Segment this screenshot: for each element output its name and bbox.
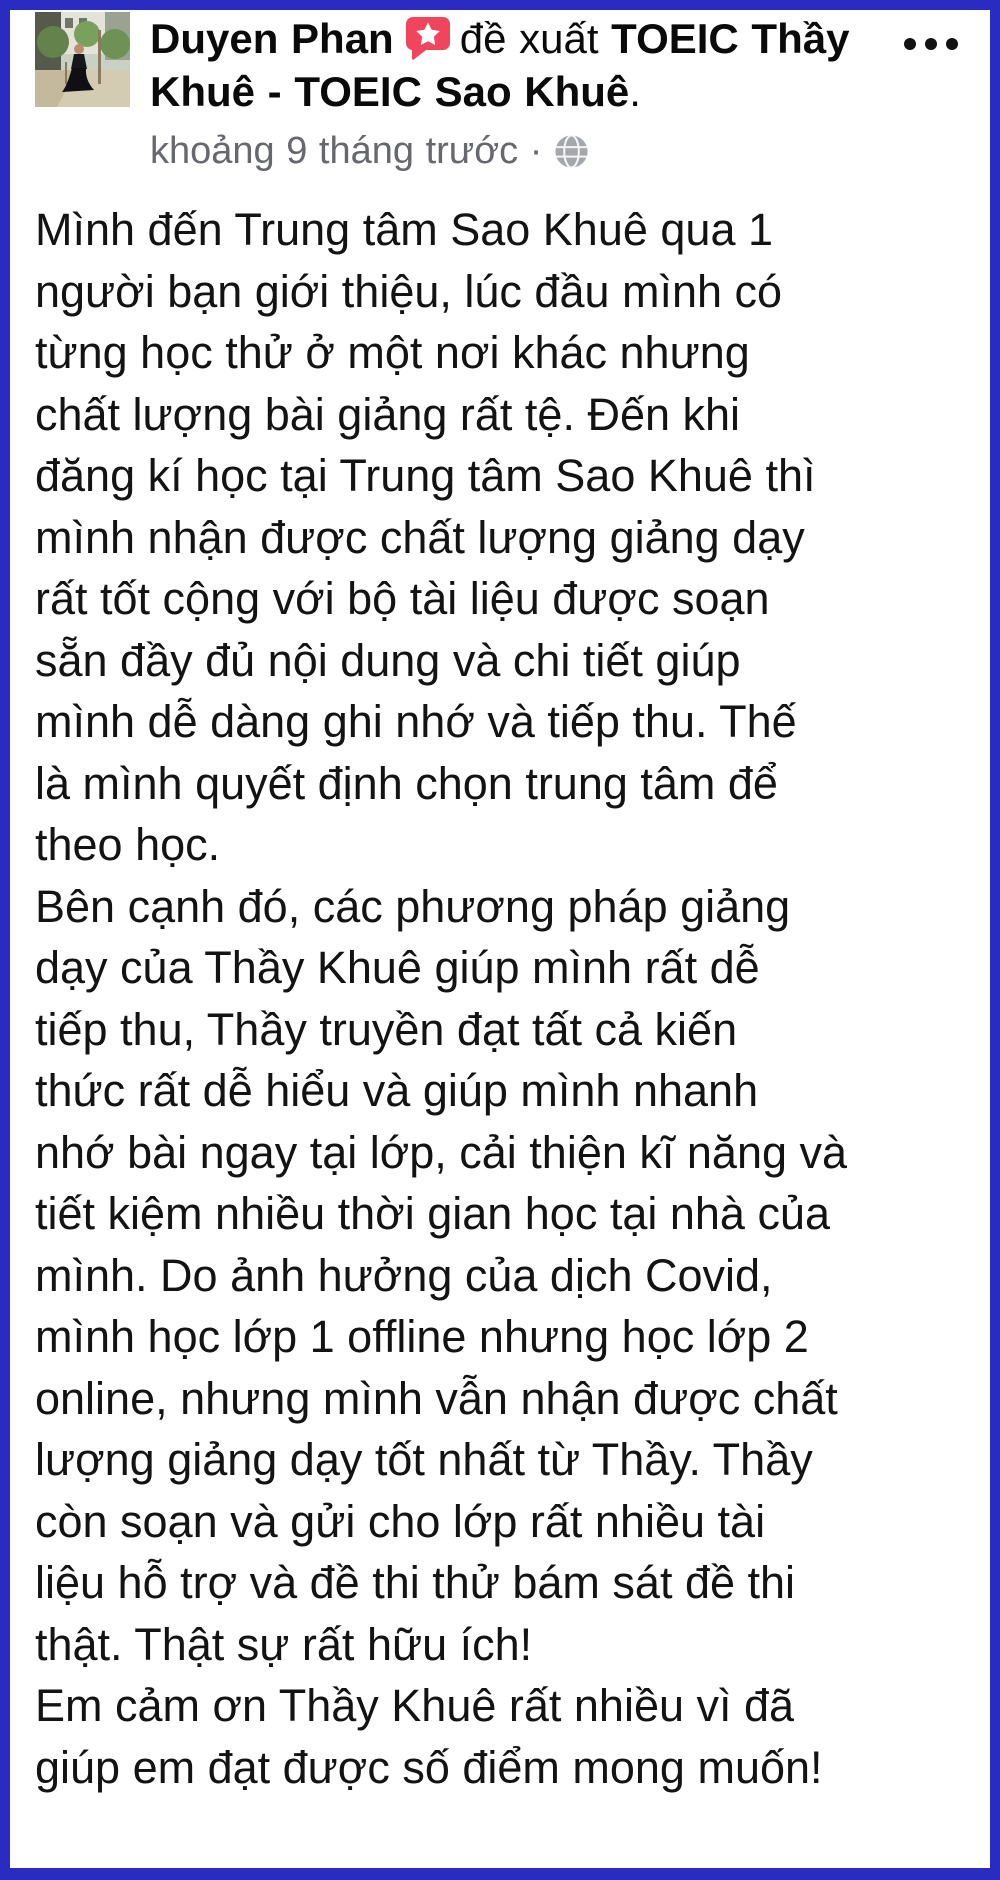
post-text-line: từng học thử ở một nơi khác nhưng xyxy=(35,327,750,378)
post-text-line: online, nhưng mình vẫn nhận được chất xyxy=(35,1372,838,1424)
ellipsis-dot xyxy=(925,38,937,50)
more-options-button[interactable] xyxy=(900,34,962,54)
post-text-line: Mình đến Trung tâm Sao Khuê qua 1 xyxy=(35,204,773,255)
post-text-line: liệu hỗ trợ và đề thi thử bám sát đề thi xyxy=(35,1557,796,1608)
ellipsis-dot xyxy=(946,38,958,50)
post-text-line: mình nhận được chất lượng giảng dạy xyxy=(35,511,805,563)
post-text-line: theo học. xyxy=(35,819,221,870)
globe-privacy-icon xyxy=(554,134,589,169)
post-text-line: đăng kí học tại Trung tâm Sao Khuê thì xyxy=(35,450,816,501)
avatar-photo-placeholder xyxy=(35,12,130,107)
post-text-line: Bên cạnh đó, các phương pháp giảng xyxy=(35,880,791,932)
ellipsis-dot xyxy=(904,38,916,50)
post-text-line: rất tốt cộng với bộ tài liệu được soạn xyxy=(35,573,770,624)
post-text-line: mình. Do ảnh hưởng của dịch Covid, xyxy=(35,1249,773,1301)
post-text-line: mình dễ dàng ghi nhớ và tiếp thu. Thế xyxy=(35,696,797,747)
post-text-line: giúp em đạt được số điểm mong muốn! xyxy=(35,1741,823,1793)
post-text-line: dạy của Thầy Khuê giúp mình rất dễ xyxy=(35,942,760,993)
page-name-link[interactable]: TOEIC Thầy Khuê - TOEIC Sao Khuê xyxy=(150,15,850,115)
post-text-line: mình học lớp 1 offline nhưng học lớp 2 xyxy=(35,1311,809,1362)
timestamp[interactable]: khoảng 9 tháng trước · xyxy=(150,130,543,172)
recommendation-bubble-icon xyxy=(404,14,452,62)
post-text-line: Em cảm ơn Thầy Khuê rất nhiều vì đã xyxy=(35,1680,795,1731)
post-header xyxy=(150,12,916,175)
post-text-line: thức rất dễ hiểu và giúp mình nhanh xyxy=(35,1065,759,1116)
post-text-line: sẵn đầy đủ nội dung và chi tiết giúp xyxy=(35,634,741,686)
post-text-line: nhớ bài ngay tại lớp, cải thiện kĩ năng và xyxy=(35,1126,848,1178)
post-text-line: còn soạn và gửi cho lớp rất nhiều tài xyxy=(35,1495,766,1547)
post-text-line: là mình quyết định chọn trung tâm để xyxy=(35,757,778,809)
action-text: đề xuất xyxy=(459,15,599,62)
post-text-line: tiếp thu, Thầy truyền đạt tất cả kiến xyxy=(35,1003,738,1055)
post-text-line: người bạn giới thiệu, lúc đầu mình có xyxy=(35,265,783,317)
author-name-link[interactable]: Duyen Phan xyxy=(150,15,394,62)
post-meta xyxy=(150,127,916,175)
post-body-text xyxy=(35,199,987,1798)
post-text-line: lượng giảng dạy tốt nhất từ Thầy. Thầy xyxy=(35,1434,813,1485)
sentence-period: . xyxy=(629,68,641,115)
post-text-line: chất lượng bài giảng rất tệ. Đến khi xyxy=(35,388,741,440)
avatar[interactable] xyxy=(35,12,130,107)
post-text-line: tiết kiệm nhiều thời gian học tại nhà của xyxy=(35,1188,830,1239)
post-text-line: thật. Thật sự rất hữu ích! xyxy=(35,1618,533,1670)
